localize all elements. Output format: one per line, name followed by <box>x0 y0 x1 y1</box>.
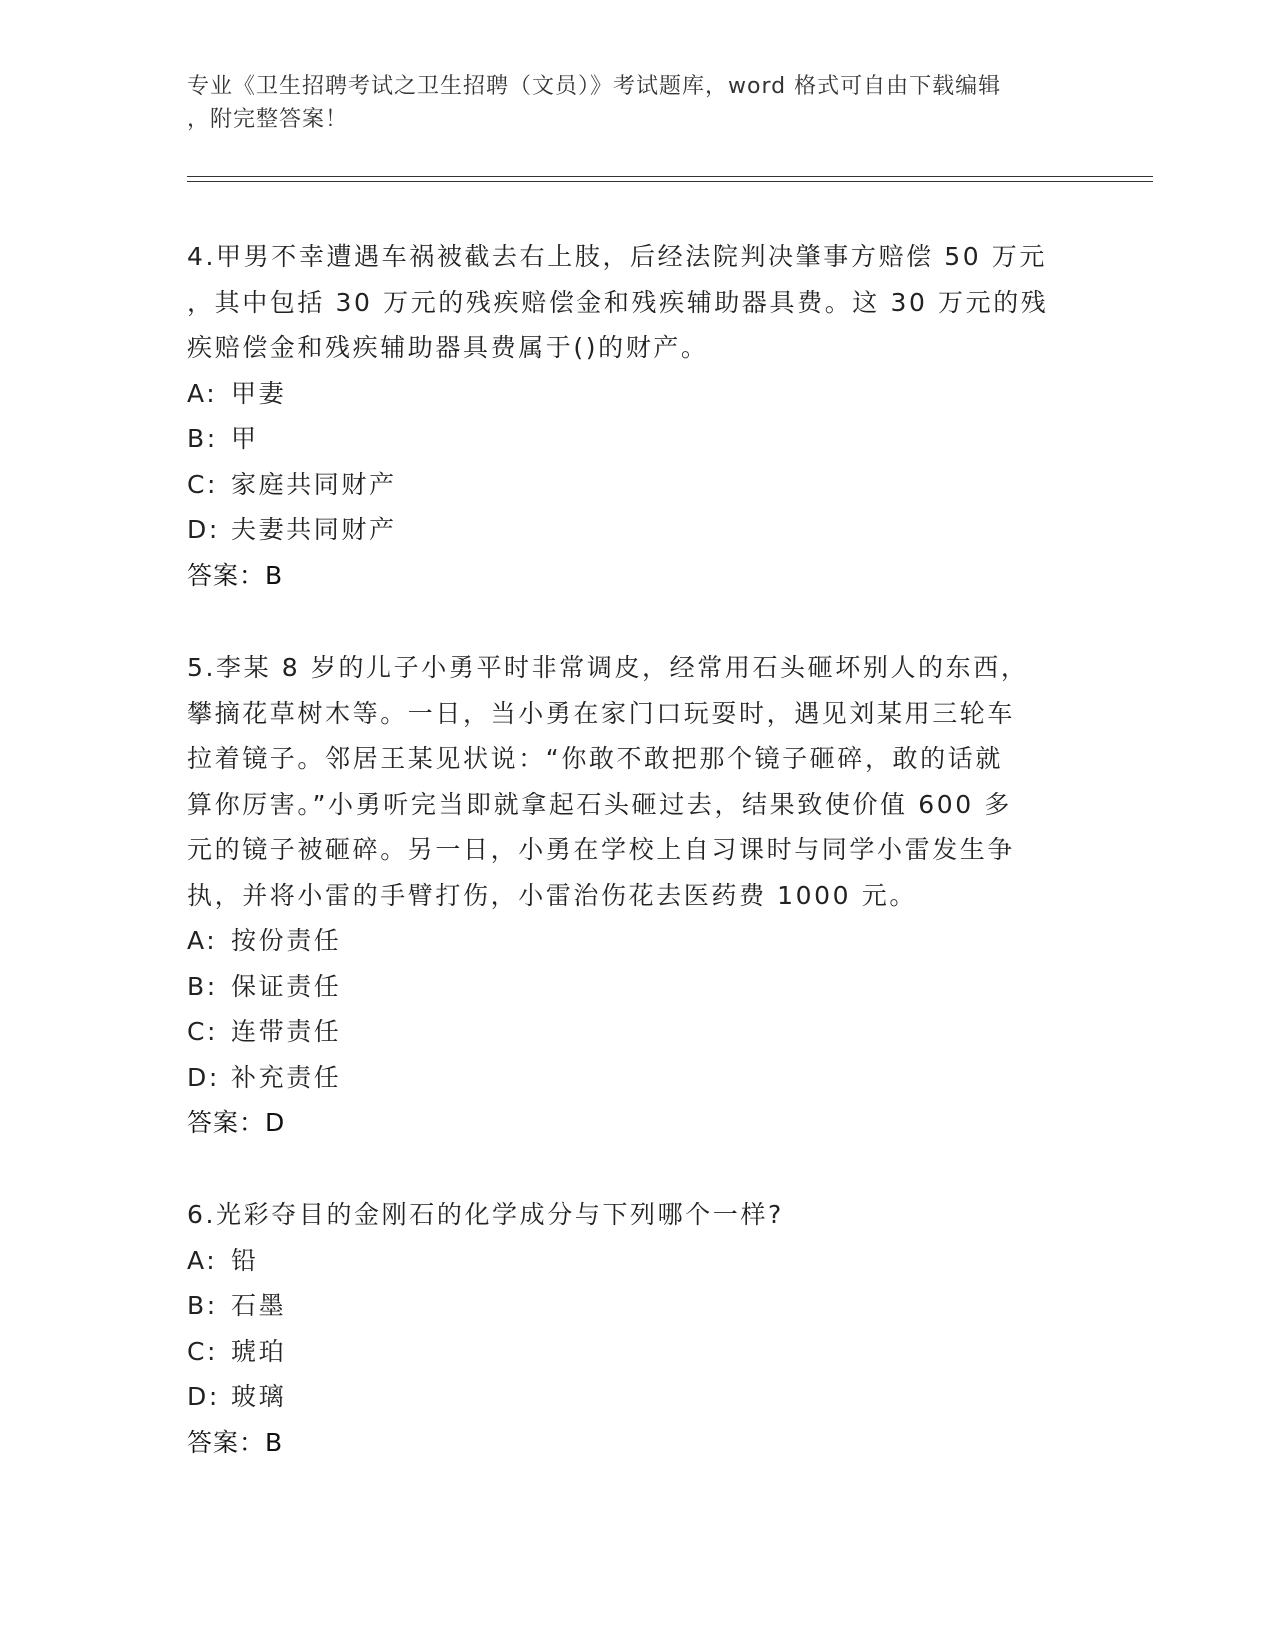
option-key: B: <box>187 971 218 1001</box>
option-text: 甲妻 <box>231 378 287 408</box>
option-d <box>187 1374 1087 1420</box>
option-b <box>187 1283 1087 1329</box>
option-key: C: <box>187 1336 219 1366</box>
option-text: 玻璃 <box>231 1382 287 1411</box>
question-4 <box>187 234 1087 598</box>
option-c <box>187 1009 1087 1055</box>
answer-line: 答案：B <box>187 1427 284 1457</box>
option-key: A: <box>187 378 218 408</box>
question-stem-line: 算你厉害。”小勇听完当即就拿起石头砸过去，结果致使价值 600 多 <box>187 789 1012 819</box>
option-key: D: <box>187 1062 220 1092</box>
question-stem-line: 元的镜子被砸碎。另一日，小勇在学校上自习课时与同学小雷发生争 <box>187 835 1016 864</box>
option-b <box>187 416 1087 462</box>
option-d <box>187 1055 1087 1101</box>
option-text: 补充责任 <box>231 1062 342 1092</box>
option-b <box>187 964 1087 1010</box>
question-stem-line: 拉着镜子。邻居王某见状说：“你敢不敢把那个镜子砸碎，敢的话就 <box>187 744 1003 773</box>
option-key: A: <box>187 1245 218 1275</box>
option-key: D: <box>187 1382 220 1411</box>
option-text: 夫妻共同财产 <box>231 515 397 544</box>
header-line-1: 专业《卫生招聘考试之卫生招聘（文员）》考试题库，word 格式可自由下载编辑 <box>187 74 1002 99</box>
option-key: B: <box>187 1291 218 1320</box>
question-5 <box>187 645 1087 1146</box>
option-text: 铅 <box>231 1245 259 1275</box>
option-text: 连带责任 <box>231 1017 342 1046</box>
question-6 <box>187 1192 1087 1465</box>
option-a <box>187 371 1087 417</box>
option-d <box>187 507 1087 553</box>
option-key: B: <box>187 424 218 453</box>
option-text: 按份责任 <box>231 926 342 955</box>
question-stem-line: 攀摘花草树木等。一日，当小勇在家门口玩耍时，遇见刘某用三轮车 <box>187 698 1016 728</box>
option-key: C: <box>187 469 219 499</box>
answer-line: 答案：D <box>187 1108 286 1137</box>
option-a <box>187 1238 1087 1284</box>
question-stem-line: 执，并将小雷的手臂打伤，小雷治伤花去医药费 1000 元。 <box>187 880 917 910</box>
option-key: A: <box>187 926 218 955</box>
option-text: 石墨 <box>231 1291 287 1320</box>
option-text: 保证责任 <box>231 971 342 1001</box>
question-stem-line: 4.甲男不幸遭遇车祸被截去右上肢，后经法院判决肇事方赔偿 50 万元 <box>187 242 1047 271</box>
option-c <box>187 1329 1087 1375</box>
option-key: D: <box>187 515 220 544</box>
question-stem-line: 6.光彩夺目的金刚石的化学成分与下列哪个一样? <box>187 1200 784 1229</box>
option-key: C: <box>187 1017 219 1046</box>
question-stem-line: 5.李某 8 岁的儿子小勇平时非常调皮，经常用石头砸坏别人的东西， <box>187 653 1029 682</box>
header-line-2: ，附完整答案！ <box>187 107 349 132</box>
question-stem-line: ，其中包括 30 万元的残疾赔偿金和残疾辅助器具费。这 30 万元的残 <box>187 287 1049 317</box>
option-text: 琥珀 <box>231 1336 287 1366</box>
header-divider-top <box>187 176 1153 177</box>
option-c <box>187 462 1087 508</box>
option-text: 甲 <box>231 424 259 453</box>
document-header <box>187 70 1067 136</box>
header-divider-bottom <box>187 181 1153 182</box>
answer-line: 答案：B <box>187 560 284 590</box>
option-a <box>187 918 1087 964</box>
question-stem-line: 疾赔偿金和残疾辅助器具费属于()的财产。 <box>187 333 709 362</box>
option-text: 家庭共同财产 <box>231 469 397 499</box>
